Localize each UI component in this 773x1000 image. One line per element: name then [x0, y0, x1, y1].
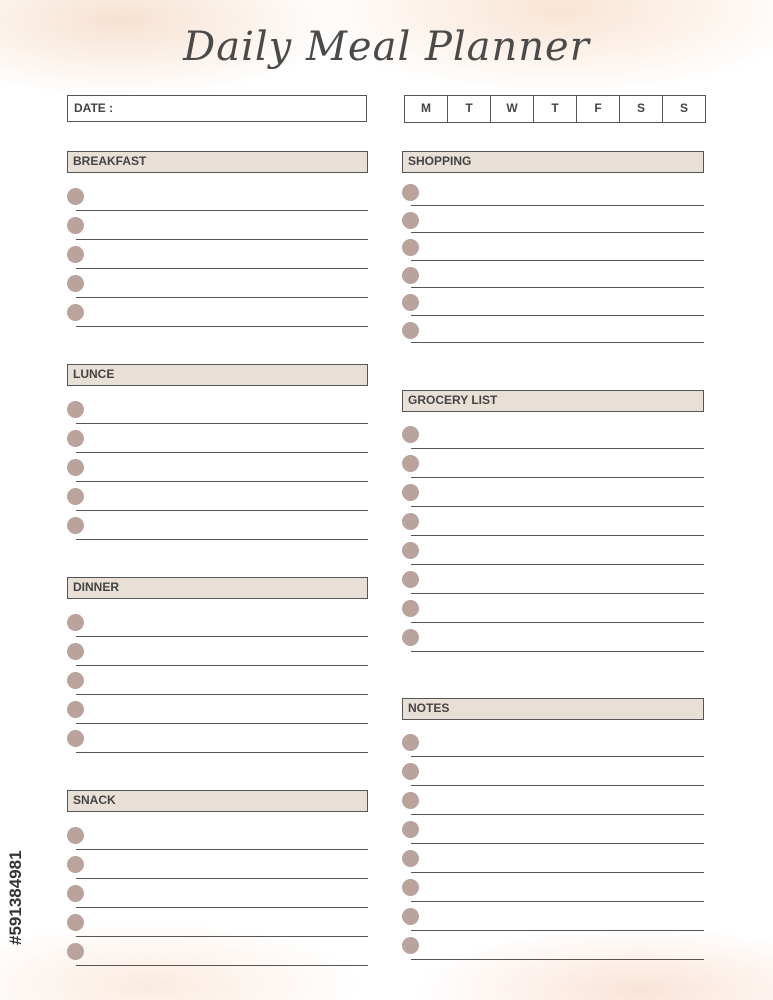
- bullet-icon: [67, 488, 84, 505]
- bullet-icon: [402, 239, 419, 256]
- notes-entry-row[interactable]: [402, 902, 704, 931]
- bullet-icon: [67, 730, 84, 747]
- day-saturday[interactable]: S: [620, 96, 663, 122]
- weekday-selector: [404, 95, 706, 123]
- lunch-entry-row[interactable]: [67, 482, 368, 511]
- day-thursday[interactable]: T: [534, 96, 577, 122]
- grocery-entry-row[interactable]: [402, 507, 704, 536]
- bullet-icon: [402, 267, 419, 284]
- bullet-icon: [67, 614, 84, 631]
- breakfast-entry-row[interactable]: [67, 298, 368, 327]
- bullet-icon: [67, 430, 84, 447]
- bullet-icon: [402, 821, 419, 838]
- snack-section: [67, 790, 368, 966]
- write-line: [76, 965, 368, 966]
- bullet-icon: [67, 517, 84, 534]
- dinner-section: [67, 577, 368, 753]
- bullet-icon: [402, 734, 419, 751]
- notes-entry-row[interactable]: [402, 728, 704, 757]
- bullet-icon: [67, 275, 84, 292]
- write-line: [76, 539, 368, 540]
- lunch-header: LUNCE: [67, 364, 368, 386]
- write-line: [411, 959, 704, 960]
- grocery-header: GROCERY LIST: [402, 390, 704, 412]
- shopping-entry-row[interactable]: [402, 178, 704, 206]
- bullet-icon: [67, 856, 84, 873]
- day-monday[interactable]: M: [405, 96, 448, 122]
- grocery-section: [402, 390, 704, 652]
- dinner-entry-row[interactable]: [67, 666, 368, 695]
- bullet-icon: [67, 217, 84, 234]
- bullet-icon: [402, 322, 419, 339]
- notes-entry-row[interactable]: [402, 931, 704, 960]
- shopping-header: SHOPPING: [402, 151, 704, 173]
- bullet-icon: [402, 484, 419, 501]
- bullet-icon: [67, 643, 84, 660]
- bullet-icon: [67, 246, 84, 263]
- bullet-icon: [67, 943, 84, 960]
- date-label: DATE :: [74, 101, 114, 115]
- lunch-entry-row[interactable]: [67, 395, 368, 424]
- bullet-icon: [402, 294, 419, 311]
- bullet-icon: [402, 542, 419, 559]
- grocery-entry-row[interactable]: [402, 420, 704, 449]
- dinner-entry-row[interactable]: [67, 724, 368, 753]
- grocery-entry-row[interactable]: [402, 449, 704, 478]
- snack-entry-row[interactable]: [67, 908, 368, 937]
- bullet-icon: [402, 908, 419, 925]
- day-friday[interactable]: F: [577, 96, 620, 122]
- grocery-entry-row[interactable]: [402, 565, 704, 594]
- lunch-entry-row[interactable]: [67, 511, 368, 540]
- notes-entry-row[interactable]: [402, 786, 704, 815]
- bullet-icon: [67, 188, 84, 205]
- dinner-entry-row[interactable]: [67, 637, 368, 666]
- grocery-entry-row[interactable]: [402, 536, 704, 565]
- shopping-entry-row[interactable]: [402, 233, 704, 261]
- lunch-entry-row[interactable]: [67, 424, 368, 453]
- bullet-icon: [402, 763, 419, 780]
- bullet-icon: [402, 426, 419, 443]
- snack-entry-row[interactable]: [67, 879, 368, 908]
- bullet-icon: [402, 212, 419, 229]
- notes-header: NOTES: [402, 698, 704, 720]
- lunch-section: [67, 364, 368, 540]
- bullet-icon: [67, 304, 84, 321]
- notes-section: [402, 698, 704, 960]
- shopping-entry-row[interactable]: [402, 316, 704, 344]
- bullet-icon: [402, 513, 419, 530]
- bullet-icon: [402, 184, 419, 201]
- write-line: [411, 342, 704, 343]
- dinner-entry-row[interactable]: [67, 695, 368, 724]
- bullet-icon: [67, 401, 84, 418]
- bullet-icon: [402, 850, 419, 867]
- breakfast-entry-row[interactable]: [67, 240, 368, 269]
- day-tuesday[interactable]: T: [448, 96, 491, 122]
- shopping-section: [402, 151, 704, 343]
- bullet-icon: [67, 885, 84, 902]
- lunch-entry-row[interactable]: [67, 453, 368, 482]
- snack-header: SNACK: [67, 790, 368, 812]
- dinner-header: DINNER: [67, 577, 368, 599]
- bullet-icon: [67, 672, 84, 689]
- bullet-icon: [67, 459, 84, 476]
- breakfast-entry-row[interactable]: [67, 269, 368, 298]
- notes-entry-row[interactable]: [402, 873, 704, 902]
- day-sunday[interactable]: S: [679, 101, 688, 115]
- write-line: [76, 752, 368, 753]
- breakfast-section: [67, 151, 368, 327]
- shopping-entry-row[interactable]: [402, 206, 704, 234]
- bullet-icon: [402, 455, 419, 472]
- bullet-icon: [67, 914, 84, 931]
- bullet-icon: [67, 701, 84, 718]
- snack-entry-row[interactable]: [67, 937, 368, 966]
- bullet-icon: [402, 571, 419, 588]
- bullet-icon: [402, 629, 419, 646]
- notes-entry-row[interactable]: [402, 815, 704, 844]
- notes-entry-row[interactable]: [402, 844, 704, 873]
- breakfast-header: BREAKFAST: [67, 151, 368, 173]
- notes-entry-row[interactable]: [402, 757, 704, 786]
- page-title: Daily Meal Planner: [183, 24, 590, 70]
- bullet-icon: [402, 937, 419, 954]
- shopping-entry-row[interactable]: [402, 288, 704, 316]
- snack-entry-row[interactable]: [67, 821, 368, 850]
- write-line: [411, 651, 704, 652]
- stock-watermark: [6, 765, 28, 945]
- breakfast-entry-row[interactable]: [67, 211, 368, 240]
- grocery-entry-row[interactable]: [402, 478, 704, 507]
- grocery-entry-row[interactable]: [402, 594, 704, 623]
- bullet-icon: [402, 792, 419, 809]
- write-line: [76, 326, 368, 327]
- snack-entry-row[interactable]: [67, 850, 368, 879]
- shopping-entry-row[interactable]: [402, 261, 704, 289]
- grocery-entry-row[interactable]: [402, 623, 704, 652]
- date-field[interactable]: [67, 95, 367, 122]
- breakfast-entry-row[interactable]: [67, 182, 368, 211]
- watermark-id: #591384981: [6, 850, 25, 945]
- day-wednesday[interactable]: W: [491, 96, 534, 122]
- bullet-icon: [67, 827, 84, 844]
- bullet-icon: [402, 879, 419, 896]
- dinner-entry-row[interactable]: [67, 608, 368, 637]
- bullet-icon: [402, 600, 419, 617]
